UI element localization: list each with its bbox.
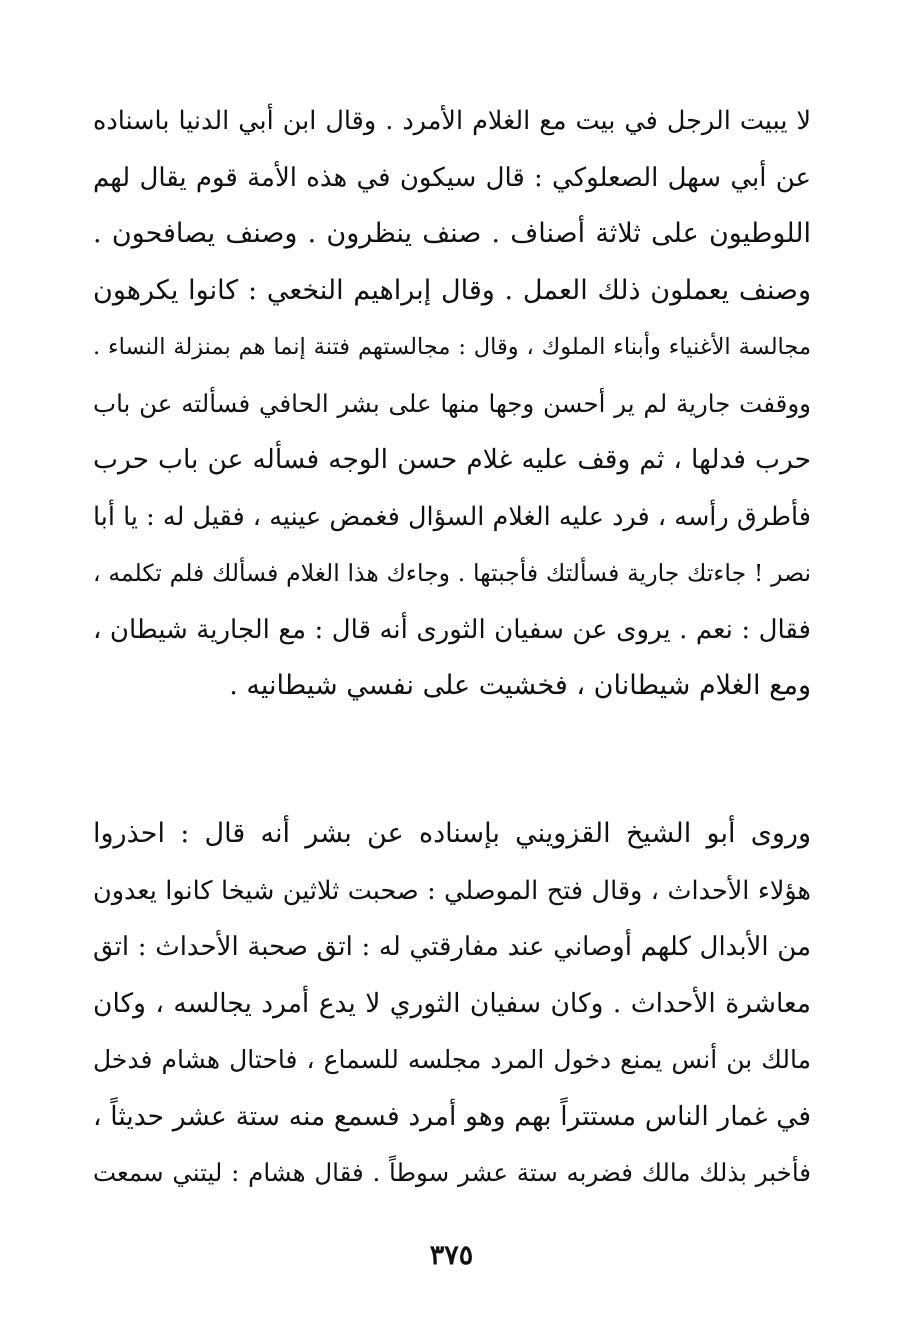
text-line: مجالسة الأغنياء وأبناء الملوك ، وقال : مجالستهم فتنة إنما هم بمنزلة النساء . — [93, 334, 811, 360]
text-line: فأطرق رأسه ، فرد عليه الغلام السؤال فغمض عينيه ، فقيل له : يا أبا — [93, 501, 811, 532]
paragraph-2 — [93, 806, 811, 1202]
text-line: في غمار الناس مستتراً بهم وهو أمرد فسمع منه ستة عشر حديثاً ، — [93, 1100, 811, 1132]
text-line: لا يبيت الرجل في بيت مع الغلام الأمرد . وقال ابن أبي الدنيا باسناده — [93, 106, 811, 136]
page-number: ٣٧٥ — [429, 1240, 474, 1271]
text-line: حرب فدلها ، ثم وقف عليه غلام حسن الوجه فسأله عن باب حرب — [93, 444, 811, 475]
text-line: مالك بن أنس يمنع دخول المرد مجلسه للسماع ، فاحتال هشام فدخل — [93, 1045, 811, 1074]
text-line: هؤلاء الأحداث ، وقال فتح الموصلي : صحبت ثلاثين شيخا كانوا يعدون — [93, 875, 811, 906]
text-line: من الأبدال كلهم أوصاني عند مفارقتي له : اتق صحبة الأحداث : اتق — [93, 932, 811, 962]
text-line: اللوطيون على ثلاثة أصناف . صنف ينظرون . وصنف يصافحون . — [93, 218, 811, 249]
text-line: ووقفت جارية لم ير أحسن وجها منها على بشر الحافي فسألته عن باب — [93, 388, 811, 418]
text-line: نصر ! جاءتك جارية فسألتك فأجبتها . وجاءك هذا الغلام فسألك فلم تكلمه ، — [93, 559, 811, 587]
text-line: معاشرة الأحداث . وكان سفيان الثوري لا يدع أمرد يجالسه ، وكان — [93, 987, 811, 1019]
text-line: فقال : نعم . يروى عن سفيان الثورى أنه قال : مع الجارية شيطان ، — [93, 614, 811, 645]
text-line: عن أبي سهل الصعلوكي : قال سيكون في هذه الأمة قوم يقال لهم — [93, 162, 811, 193]
text-line: ومع الغلام شيطانان ، فخشيت على نفسي شيطانيه . — [229, 670, 811, 701]
text-line: وصنف يعملون ذلك العمل . وقال إبراهيم النخعي : كانوا يكرهون — [93, 274, 811, 306]
text-line: وروى أبو الشيخ القزويني بإسناده عن بشر أنه قال : احذروا — [93, 818, 811, 849]
paragraph-1 — [93, 93, 811, 715]
text-line: فأخبر بذلك مالك فضربه ستة عشر سوطاً . فقال هشام : ليتني سمعت — [93, 1158, 811, 1187]
